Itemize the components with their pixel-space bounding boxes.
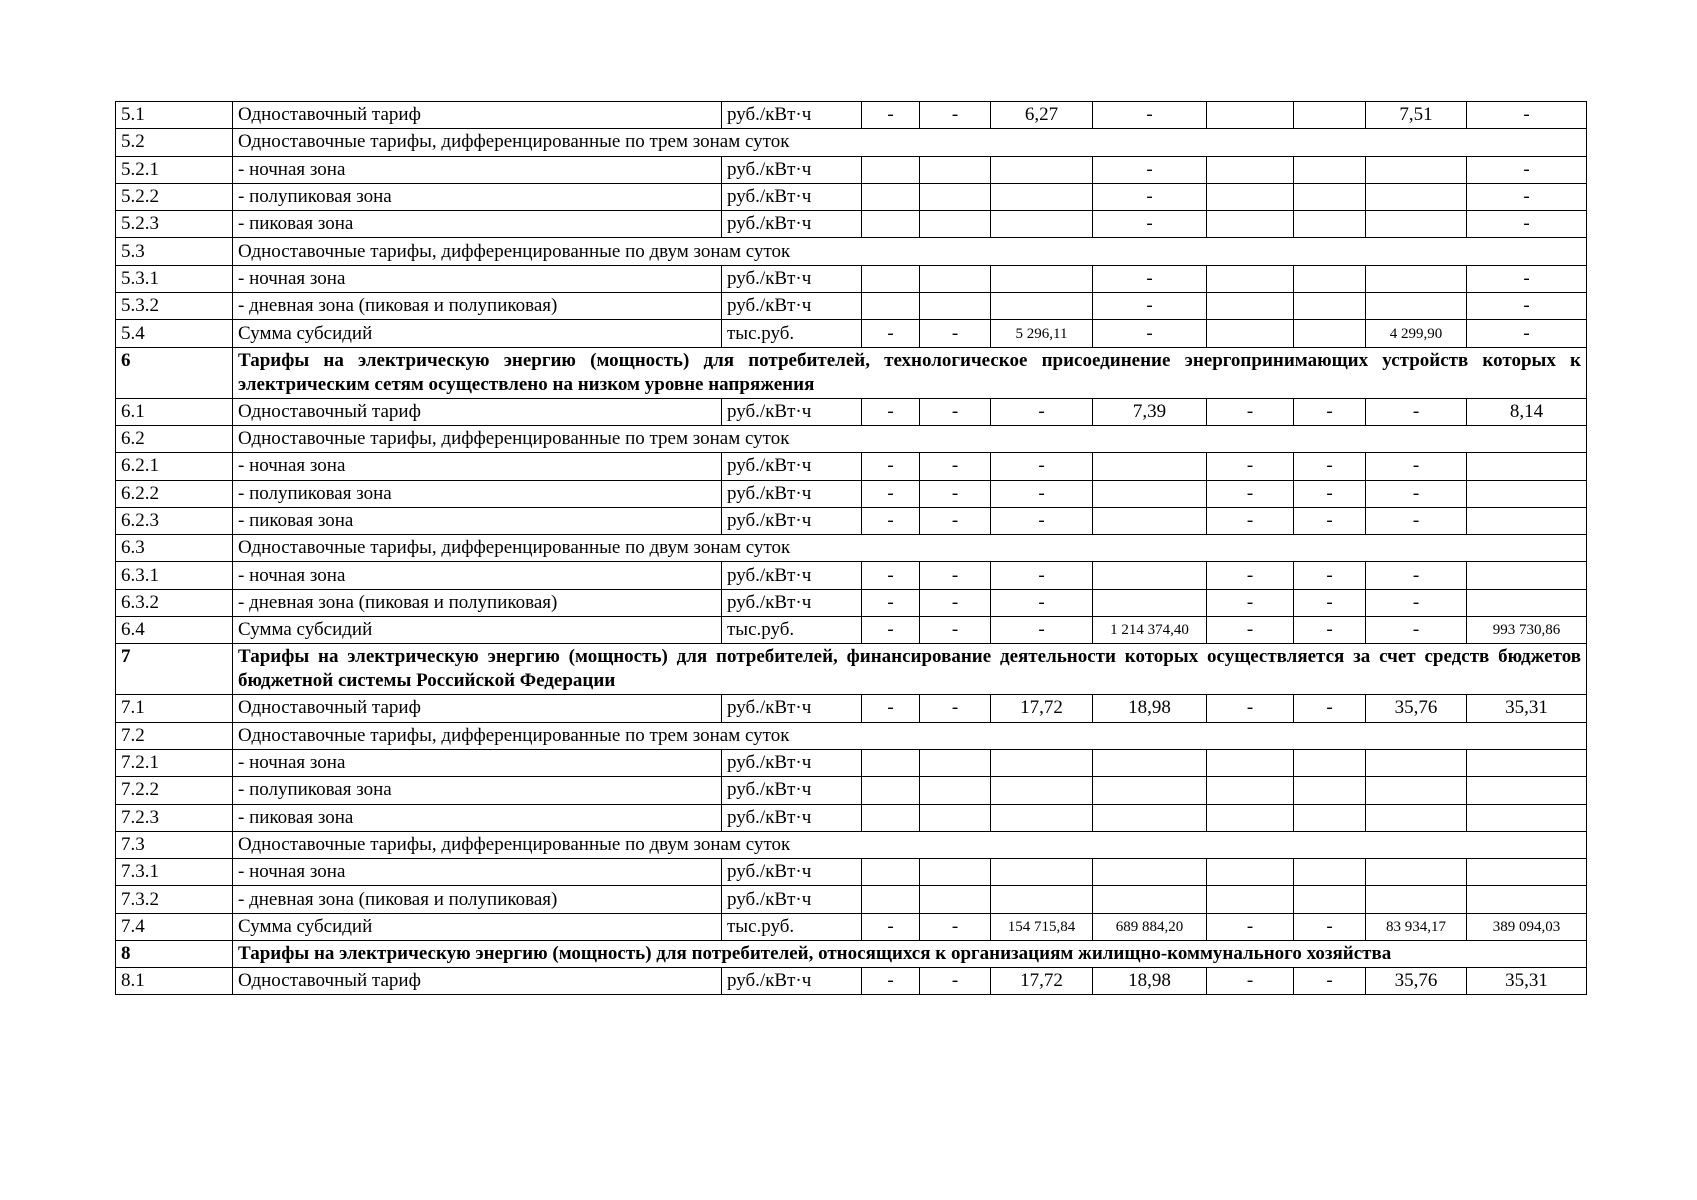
value-cell: 4 299,90 — [1366, 320, 1467, 347]
value-cell: - — [920, 968, 991, 995]
value-cell: - — [920, 695, 991, 722]
value-cell — [1207, 293, 1294, 320]
row-label: Одноставочный тариф — [233, 102, 722, 129]
value-cell: - — [920, 617, 991, 644]
row-label: - ночная зона — [233, 265, 722, 292]
row-code: 6 — [116, 347, 233, 398]
value-cell: - — [862, 102, 920, 129]
value-cell — [920, 859, 991, 886]
value-cell: - — [1294, 507, 1366, 534]
value-cell: - — [1294, 968, 1366, 995]
value-cell: 1 214 374,40 — [1093, 617, 1207, 644]
row-code: 7.2.1 — [116, 749, 233, 776]
value-cell — [1366, 183, 1467, 210]
table-body — [116, 102, 1587, 995]
row-label: - пиковая зона — [233, 507, 722, 534]
value-cell: - — [991, 589, 1093, 616]
row-label: Сумма субсидий — [233, 617, 722, 644]
value-cell: - — [1207, 480, 1294, 507]
value-cell: 154 715,84 — [991, 913, 1093, 940]
value-cell — [1093, 859, 1207, 886]
value-cell: - — [920, 320, 991, 347]
value-cell — [1467, 480, 1587, 507]
table-row — [116, 968, 1587, 995]
value-cell: - — [1207, 507, 1294, 534]
value-cell: - — [920, 480, 991, 507]
value-cell: - — [862, 913, 920, 940]
value-cell: - — [1467, 156, 1587, 183]
row-unit: руб./кВт·ч — [722, 562, 862, 589]
row-code: 5.1 — [116, 102, 233, 129]
row-label: - полупиковая зона — [233, 777, 722, 804]
value-cell — [1207, 265, 1294, 292]
row-code: 7.2.3 — [116, 804, 233, 831]
group-title: Одноставочные тарифы, дифференцированные по двум зонам суток — [233, 535, 1587, 562]
value-cell: 689 884,20 — [1093, 913, 1207, 940]
tariff-table — [115, 101, 1587, 995]
section-row — [116, 644, 1587, 695]
value-cell: - — [1207, 398, 1294, 425]
table-row — [116, 617, 1587, 644]
value-cell: - — [862, 480, 920, 507]
value-cell — [991, 804, 1093, 831]
value-cell: - — [862, 398, 920, 425]
value-cell: - — [920, 102, 991, 129]
row-label: - ночная зона — [233, 562, 722, 589]
value-cell — [862, 777, 920, 804]
value-cell: - — [1366, 507, 1467, 534]
value-cell: - — [1294, 589, 1366, 616]
value-cell — [862, 211, 920, 238]
row-code: 6.3.2 — [116, 589, 233, 616]
value-cell — [991, 183, 1093, 210]
value-cell — [1467, 777, 1587, 804]
value-cell: - — [1366, 453, 1467, 480]
row-code: 6.2.3 — [116, 507, 233, 534]
row-label: Одноставочный тариф — [233, 398, 722, 425]
value-cell — [1207, 749, 1294, 776]
table-row — [116, 265, 1587, 292]
value-cell — [1294, 265, 1366, 292]
value-cell: - — [920, 398, 991, 425]
value-cell: - — [1207, 617, 1294, 644]
value-cell: - — [991, 480, 1093, 507]
table-row — [116, 913, 1587, 940]
row-code: 5.4 — [116, 320, 233, 347]
row-unit: руб./кВт·ч — [722, 507, 862, 534]
value-cell — [1294, 293, 1366, 320]
value-cell — [920, 804, 991, 831]
value-cell: - — [862, 507, 920, 534]
row-code: 6.2 — [116, 425, 233, 452]
value-cell: - — [1207, 913, 1294, 940]
group-row — [116, 831, 1587, 858]
group-row — [116, 238, 1587, 265]
row-unit: руб./кВт·ч — [722, 749, 862, 776]
value-cell: - — [991, 562, 1093, 589]
value-cell: - — [1366, 562, 1467, 589]
table-row — [116, 320, 1587, 347]
value-cell — [1467, 562, 1587, 589]
value-cell: 35,31 — [1467, 968, 1587, 995]
row-code: 7.2.2 — [116, 777, 233, 804]
value-cell: - — [862, 562, 920, 589]
row-code: 7.3.1 — [116, 859, 233, 886]
value-cell: - — [1294, 695, 1366, 722]
value-cell — [1294, 156, 1366, 183]
table-row — [116, 589, 1587, 616]
row-code: 7.4 — [116, 913, 233, 940]
row-label: - пиковая зона — [233, 804, 722, 831]
value-cell: - — [1467, 102, 1587, 129]
value-cell: - — [1207, 562, 1294, 589]
value-cell — [920, 749, 991, 776]
section-row — [116, 347, 1587, 398]
value-cell — [1207, 211, 1294, 238]
value-cell: - — [1294, 617, 1366, 644]
value-cell — [920, 211, 991, 238]
value-cell: - — [1093, 183, 1207, 210]
row-code: 5.3.1 — [116, 265, 233, 292]
value-cell — [991, 293, 1093, 320]
row-code: 5.3 — [116, 238, 233, 265]
value-cell: - — [991, 453, 1093, 480]
value-cell — [991, 211, 1093, 238]
value-cell — [991, 859, 1093, 886]
section-title: Тарифы на электрическую энергию (мощность) для потребителей, технологическое присоединение энергопринимающих устройств которых к электрическим сетям осуществлено на низком уровне напряжения — [233, 347, 1587, 398]
row-unit: руб./кВт·ч — [722, 183, 862, 210]
value-cell — [1467, 886, 1587, 913]
row-label: Одноставочный тариф — [233, 695, 722, 722]
value-cell — [991, 749, 1093, 776]
value-cell — [1366, 265, 1467, 292]
value-cell — [920, 183, 991, 210]
value-cell: - — [1294, 913, 1366, 940]
row-unit: руб./кВт·ч — [722, 398, 862, 425]
value-cell: - — [862, 968, 920, 995]
row-label: - дневная зона (пиковая и полупиковая) — [233, 589, 722, 616]
value-cell: - — [1294, 480, 1366, 507]
section-row — [116, 941, 1587, 968]
row-unit: руб./кВт·ч — [722, 453, 862, 480]
row-label: - ночная зона — [233, 859, 722, 886]
value-cell: 35,76 — [1366, 968, 1467, 995]
value-cell — [1467, 749, 1587, 776]
value-cell: - — [1294, 398, 1366, 425]
value-cell — [1366, 777, 1467, 804]
table-row — [116, 183, 1587, 210]
value-cell — [1294, 804, 1366, 831]
group-row — [116, 722, 1587, 749]
value-cell: - — [1294, 453, 1366, 480]
group-row — [116, 425, 1587, 452]
table-row — [116, 749, 1587, 776]
value-cell: - — [1366, 617, 1467, 644]
value-cell: - — [1366, 480, 1467, 507]
row-unit: руб./кВт·ч — [722, 156, 862, 183]
value-cell: 35,31 — [1467, 695, 1587, 722]
value-cell — [1093, 589, 1207, 616]
row-label: - ночная зона — [233, 749, 722, 776]
value-cell — [1207, 804, 1294, 831]
value-cell — [1366, 886, 1467, 913]
table-row — [116, 453, 1587, 480]
value-cell: 83 934,17 — [1366, 913, 1467, 940]
value-cell — [1467, 453, 1587, 480]
row-unit: руб./кВт·ч — [722, 211, 862, 238]
value-cell — [1467, 804, 1587, 831]
group-title: Одноставочные тарифы, дифференцированные по трем зонам суток — [233, 129, 1587, 156]
value-cell: - — [1093, 265, 1207, 292]
value-cell: - — [1207, 968, 1294, 995]
value-cell — [862, 183, 920, 210]
row-unit: руб./кВт·ч — [722, 859, 862, 886]
value-cell: - — [920, 453, 991, 480]
value-cell: 17,72 — [991, 968, 1093, 995]
row-label: Сумма субсидий — [233, 913, 722, 940]
table-row — [116, 102, 1587, 129]
value-cell — [920, 265, 991, 292]
value-cell — [862, 886, 920, 913]
row-code: 6.1 — [116, 398, 233, 425]
table-row — [116, 211, 1587, 238]
value-cell — [1093, 507, 1207, 534]
row-unit: тыс.руб. — [722, 617, 862, 644]
row-unit: руб./кВт·ч — [722, 968, 862, 995]
row-unit: руб./кВт·ч — [722, 804, 862, 831]
row-unit: тыс.руб. — [722, 913, 862, 940]
value-cell — [1093, 480, 1207, 507]
row-code: 7.3.2 — [116, 886, 233, 913]
section-title: Тарифы на электрическую энергию (мощность) для потребителей, финансирование деятельности которых осуществляется за счет средств бюджетов бюджетной системы Российской Федерации — [233, 644, 1587, 695]
row-label: - полупиковая зона — [233, 480, 722, 507]
row-code: 6.3 — [116, 535, 233, 562]
value-cell — [862, 156, 920, 183]
value-cell: 18,98 — [1093, 695, 1207, 722]
value-cell: - — [1207, 589, 1294, 616]
group-title: Одноставочные тарифы, дифференцированные по двум зонам суток — [233, 831, 1587, 858]
value-cell: - — [862, 453, 920, 480]
value-cell — [1207, 156, 1294, 183]
value-cell — [920, 156, 991, 183]
value-cell — [1294, 102, 1366, 129]
value-cell — [1467, 507, 1587, 534]
table-row — [116, 398, 1587, 425]
value-cell — [862, 265, 920, 292]
value-cell: 35,76 — [1366, 695, 1467, 722]
table-row — [116, 507, 1587, 534]
value-cell — [1366, 293, 1467, 320]
table-row — [116, 777, 1587, 804]
value-cell: - — [1207, 453, 1294, 480]
table-row — [116, 886, 1587, 913]
value-cell — [1294, 320, 1366, 347]
value-cell — [1207, 183, 1294, 210]
value-cell — [1093, 749, 1207, 776]
row-unit: руб./кВт·ч — [722, 480, 862, 507]
row-code: 8.1 — [116, 968, 233, 995]
value-cell — [862, 859, 920, 886]
value-cell: - — [1467, 265, 1587, 292]
group-title: Одноставочные тарифы, дифференцированные по трем зонам суток — [233, 425, 1587, 452]
row-label: - пиковая зона — [233, 211, 722, 238]
value-cell — [1294, 859, 1366, 886]
value-cell — [1467, 859, 1587, 886]
row-code: 5.2.2 — [116, 183, 233, 210]
row-code: 6.4 — [116, 617, 233, 644]
row-unit: руб./кВт·ч — [722, 293, 862, 320]
value-cell: - — [1467, 211, 1587, 238]
value-cell: 17,72 — [991, 695, 1093, 722]
value-cell — [1207, 777, 1294, 804]
value-cell: - — [1207, 695, 1294, 722]
value-cell: - — [920, 913, 991, 940]
value-cell: - — [1467, 183, 1587, 210]
value-cell: - — [1093, 156, 1207, 183]
value-cell — [1093, 804, 1207, 831]
value-cell — [1294, 777, 1366, 804]
value-cell — [920, 777, 991, 804]
value-cell — [991, 156, 1093, 183]
value-cell: 5 296,11 — [991, 320, 1093, 347]
value-cell — [862, 804, 920, 831]
table-row — [116, 562, 1587, 589]
group-row — [116, 129, 1587, 156]
value-cell — [1366, 211, 1467, 238]
value-cell: 8,14 — [1467, 398, 1587, 425]
value-cell — [1207, 102, 1294, 129]
value-cell: - — [862, 320, 920, 347]
row-unit: руб./кВт·ч — [722, 589, 862, 616]
value-cell — [1207, 886, 1294, 913]
row-label: Сумма субсидий — [233, 320, 722, 347]
value-cell: - — [991, 507, 1093, 534]
value-cell: - — [1366, 398, 1467, 425]
row-label: - дневная зона (пиковая и полупиковая) — [233, 293, 722, 320]
row-unit: руб./кВт·ч — [722, 777, 862, 804]
table-row — [116, 695, 1587, 722]
value-cell — [1366, 804, 1467, 831]
value-cell — [1093, 777, 1207, 804]
value-cell: - — [1093, 320, 1207, 347]
table-row — [116, 293, 1587, 320]
value-cell — [1366, 156, 1467, 183]
value-cell: 7,51 — [1366, 102, 1467, 129]
row-unit: руб./кВт·ч — [722, 695, 862, 722]
value-cell: 993 730,86 — [1467, 617, 1587, 644]
row-code: 6.2.2 — [116, 480, 233, 507]
value-cell — [1207, 320, 1294, 347]
value-cell: - — [991, 398, 1093, 425]
row-code: 5.3.2 — [116, 293, 233, 320]
value-cell: - — [991, 617, 1093, 644]
value-cell: - — [1093, 102, 1207, 129]
value-cell — [1294, 749, 1366, 776]
value-cell: - — [862, 617, 920, 644]
value-cell: - — [862, 589, 920, 616]
value-cell — [991, 886, 1093, 913]
row-unit: тыс.руб. — [722, 320, 862, 347]
value-cell — [862, 293, 920, 320]
value-cell: 389 094,03 — [1467, 913, 1587, 940]
row-code: 6.3.1 — [116, 562, 233, 589]
value-cell — [1294, 211, 1366, 238]
row-code: 8 — [116, 941, 233, 968]
value-cell: 6,27 — [991, 102, 1093, 129]
row-code: 7.2 — [116, 722, 233, 749]
value-cell: - — [1093, 293, 1207, 320]
value-cell: - — [920, 562, 991, 589]
value-cell — [1366, 749, 1467, 776]
value-cell: - — [1467, 320, 1587, 347]
value-cell: - — [1467, 293, 1587, 320]
group-title: Одноставочные тарифы, дифференцированные по трем зонам суток — [233, 722, 1587, 749]
value-cell — [1467, 589, 1587, 616]
row-unit: руб./кВт·ч — [722, 265, 862, 292]
section-title: Тарифы на электрическую энергию (мощность) для потребителей, относящихся к организациям жилищно-коммунального хозяйства — [233, 941, 1587, 968]
value-cell: - — [1093, 211, 1207, 238]
table-row — [116, 156, 1587, 183]
value-cell — [1366, 859, 1467, 886]
value-cell: - — [862, 695, 920, 722]
row-code: 6.2.1 — [116, 453, 233, 480]
value-cell — [991, 777, 1093, 804]
table-row — [116, 804, 1587, 831]
value-cell: - — [1366, 589, 1467, 616]
row-code: 7 — [116, 644, 233, 695]
group-row — [116, 535, 1587, 562]
value-cell: - — [920, 507, 991, 534]
value-cell — [1294, 886, 1366, 913]
value-cell — [1093, 886, 1207, 913]
value-cell: - — [1294, 562, 1366, 589]
row-unit: руб./кВт·ч — [722, 886, 862, 913]
value-cell: 18,98 — [1093, 968, 1207, 995]
row-code: 7.1 — [116, 695, 233, 722]
value-cell — [1207, 859, 1294, 886]
value-cell — [920, 293, 991, 320]
value-cell — [920, 886, 991, 913]
value-cell — [1294, 183, 1366, 210]
row-label: - ночная зона — [233, 453, 722, 480]
value-cell — [862, 749, 920, 776]
row-code: 5.2.1 — [116, 156, 233, 183]
row-code: 5.2.3 — [116, 211, 233, 238]
value-cell — [1093, 453, 1207, 480]
row-label: - полупиковая зона — [233, 183, 722, 210]
group-title: Одноставочные тарифы, дифференцированные по двум зонам суток — [233, 238, 1587, 265]
row-label: Одноставочный тариф — [233, 968, 722, 995]
row-unit: руб./кВт·ч — [722, 102, 862, 129]
value-cell — [991, 265, 1093, 292]
table-row — [116, 859, 1587, 886]
row-code: 7.3 — [116, 831, 233, 858]
value-cell — [1093, 562, 1207, 589]
table-row — [116, 480, 1587, 507]
row-label: - дневная зона (пиковая и полупиковая) — [233, 886, 722, 913]
value-cell: 7,39 — [1093, 398, 1207, 425]
row-code: 5.2 — [116, 129, 233, 156]
value-cell: - — [920, 589, 991, 616]
row-label: - ночная зона — [233, 156, 722, 183]
